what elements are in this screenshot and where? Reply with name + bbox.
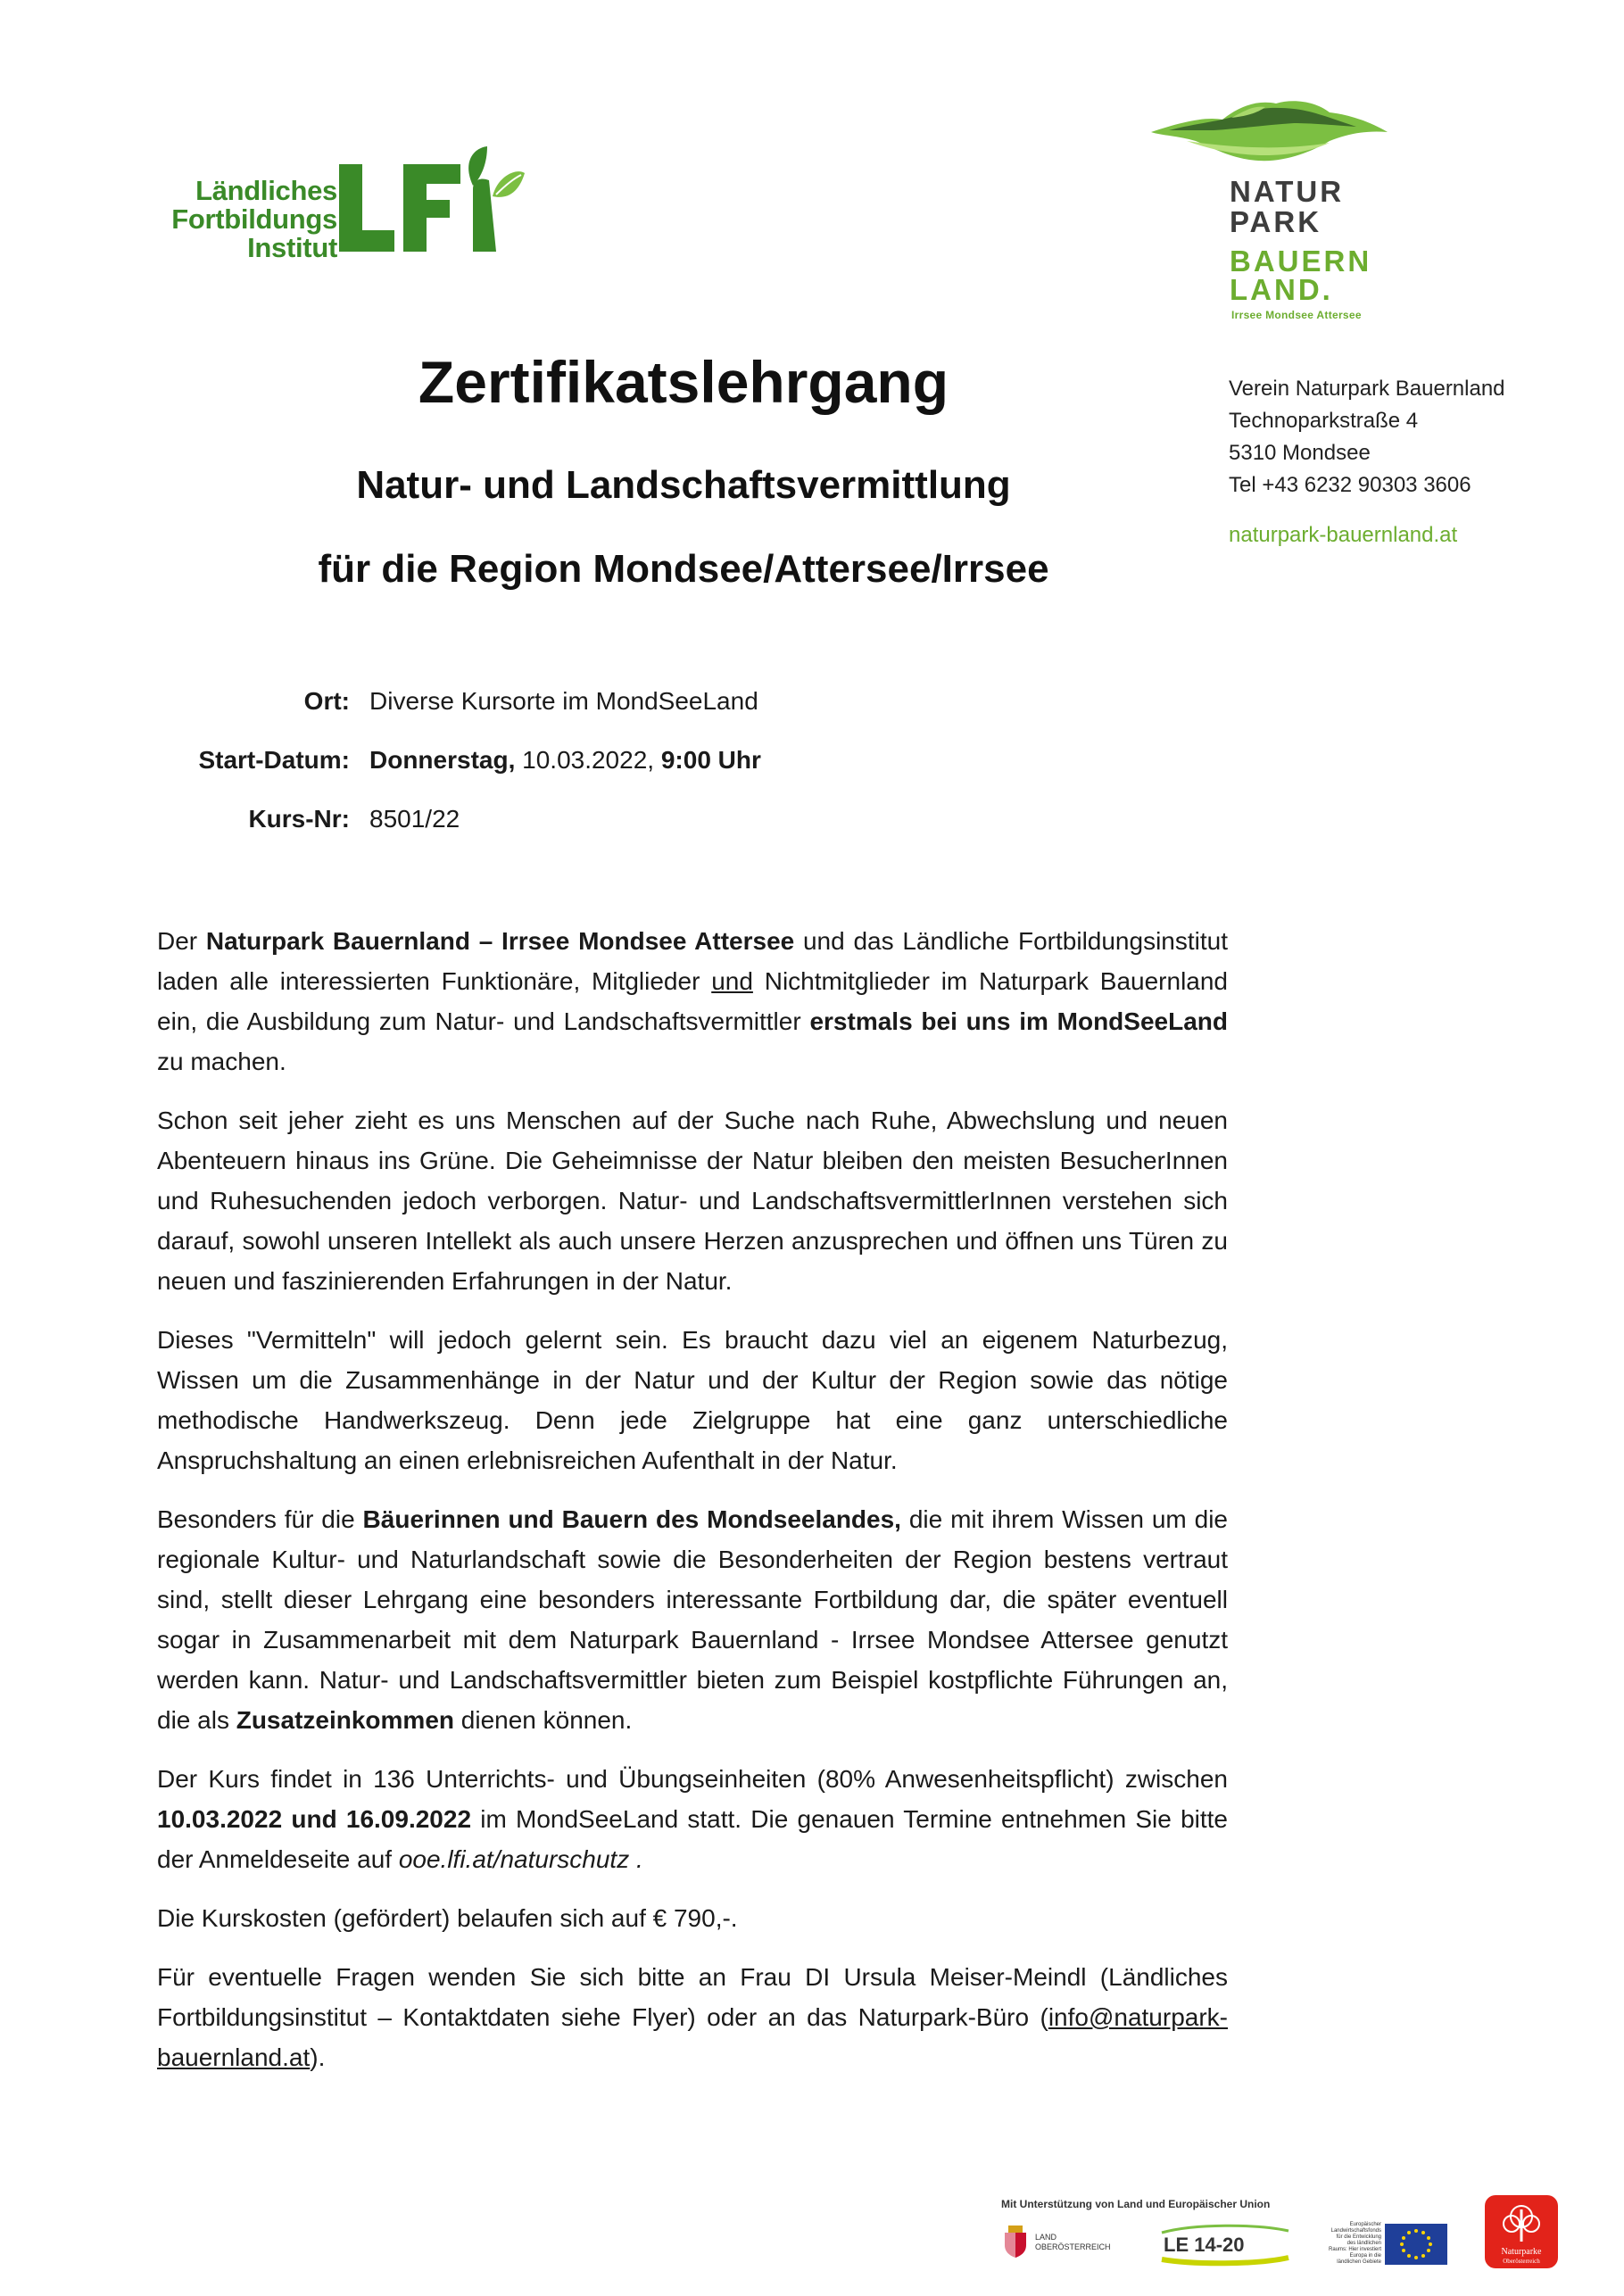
footer-ooe-line2: OBERÖSTERREICH (1035, 2242, 1111, 2251)
eu-fund-text: Europäischer Landwirtschaftsfonds für die Entwicklung des ländlichen Raums: Hier investiert Europa in die ländlichen Gebiete (1328, 2222, 1381, 2265)
text-underline: und (711, 967, 753, 995)
ort-label: Ort: (303, 687, 350, 715)
text-span: Der Kurs findet in 136 Unterrichts- und Übungseinheiten (80% Anwesenheitspflicht) zwischen (157, 1765, 1228, 1793)
page-subtitle-1: Natur- und Landschaftsvermittlung (356, 463, 1011, 507)
address-phone: Tel +43 6232 90303 3606 (1229, 473, 1471, 497)
naturpark-logo-natur: NATUR (1230, 175, 1345, 208)
le-logo-label: LE 14-20 (1164, 2234, 1245, 2256)
text-bold: Bäuerinnen und Bauern des Mondseelandes, (362, 1505, 901, 1533)
footer-caption: Mit Unterstützung von Land und Europäischer Union (1001, 2198, 1271, 2210)
text-bold: Zusatzeinkommen (236, 1706, 454, 1734)
text-span: und das Ländliche Fortbildungsinstitut laden alle interessierten Funktionäre, Mitglieder (157, 927, 1229, 995)
ort-value: Diverse Kursorte im MondSeeLand (369, 687, 758, 715)
start-date-label: Start-Datum: (198, 746, 350, 774)
text-bold: Naturpark Bauernland – Irrsee Mondsee Attersee (205, 927, 795, 955)
paragraph-mediation: Dieses "Vermitteln" will jedoch gelernt sein. Es braucht dazu viel an eigenem Naturbezug, Wissen um die Zusammenhänge in der Natur und der Kultur der Region sowie das nötige methodische Handwerkszeug. Denn jede Zielgruppe hat eine ganz unterschiedliche Anspruchshaltung an einen erlebnisreichen Aufenthalt in der Natur. (157, 1326, 1228, 1474)
start-date: 10.03.2022, (515, 746, 661, 774)
coat-of-arms-icon (1001, 2224, 1030, 2259)
paragraph-costs: Die Kurskosten (gefördert) belaufen sich auf € 790,-. (157, 1904, 738, 1932)
course-number-label: Kurs-Nr: (248, 805, 350, 833)
lfi-logo-text (159, 177, 337, 262)
text-bold: erstmals bei uns im MondSeeLand (809, 1007, 1228, 1035)
mountain-icon (1151, 96, 1392, 168)
paragraph-nature: Schon seit jeher zieht es uns Menschen auf der Suche nach Ruhe, Abwechslung und neuen Abenteuern hinaus ins Grüne. Die Geheimnisse der Natur bleiben den meisten BesucherInnen und Ruhesuchenden jedoch verborgen. Natur- und LandschaftsvermittlerInnen verstehen sich darauf, sowohl unseren Intellekt als auch unsere Herzen anzusprechen und öffnen uns Türen zu neuen und faszinierenden Erfahrungen in der Natur. (157, 1107, 1228, 1295)
lfi-leaf-icon (339, 145, 526, 261)
footer-ooe-line1: LAND (1035, 2233, 1057, 2242)
address-city: 5310 Mondsee (1229, 441, 1371, 465)
text-span: Für eventuelle Fragen wenden Sie sich bitte an Frau DI Ursula Meiser-Meindl (Ländliches Fortbildungsinstitut – Kontaktdaten siehe Flyer) oder an das Naturpark-Büro ( (157, 1963, 1228, 2031)
registration-link[interactable]: ooe.lfi.at/naturschutz . (398, 1845, 643, 1873)
email-link[interactable]: info@naturpark-bauernland.at (157, 2003, 1228, 2071)
text-span: zu machen. (157, 1048, 286, 1075)
text-span: ). (310, 2043, 326, 2071)
text-bold: 10.03.2022 und 16.09.2022 (157, 1805, 472, 1833)
address-website-link[interactable]: naturpark-bauernland.at (1229, 523, 1458, 547)
text-span: im MondSeeLand statt. Die genauen Termine entnehmen Sie bitte der Anmeldeseite auf (157, 1805, 1228, 1873)
start-date-value (369, 746, 761, 775)
text-span: Nichtmitglieder im Naturpark Bauernland ein, die Ausbildung zum Natur- und Landschaftsvermittler (157, 967, 1229, 1035)
page-subtitle-2: für die Region Mondsee/Attersee/Irrsee (318, 547, 1049, 591)
naturpark-logo-land: LAND. (1230, 273, 1333, 306)
footer-ooe-label (1035, 2233, 1111, 2252)
paragraph-invitation (157, 921, 1228, 1082)
paragraph-farmers (157, 1499, 1228, 1740)
start-time: 9:00 Uhr (660, 746, 761, 774)
lfi-logo-line2: Fortbildungs (171, 203, 337, 235)
naturparke-label: Naturparke (1501, 2247, 1542, 2257)
body-text (157, 921, 1228, 2096)
text-span: dienen können. (454, 1706, 633, 1734)
address-block (1229, 373, 1505, 501)
naturpark-logo-subline: Irrsee Mondsee Attersee (1231, 309, 1362, 321)
naturpark-logo-bauern: BAUERN (1230, 245, 1372, 278)
page-title: Zertifikatslehrgang (418, 349, 949, 415)
start-day: Donnerstag, (369, 746, 516, 774)
text-span: die mit ihrem Wissen um die regionale Kultur- und Naturlandschaft sowie die Besonderheiten der Region bestens vertraut sind, stellt dieser Lehrgang eine besonders interessante Fortbildung dar, die später eventuell sogar in Zusammenarbeit mit dem Naturpark Bauernland - Irrsee Mondsee Attersee genutzt werden kann. Natur- und Landschaftsvermittler bieten zum Beispiel kostpflichte Führungen an, die als (157, 1505, 1228, 1734)
naturparke-logo-icon (1485, 2195, 1558, 2268)
lfi-logo-line1: Ländliches (195, 175, 337, 206)
eu-flag-icon (1385, 2224, 1447, 2265)
naturparke-sublabel: Oberösterreich (1503, 2258, 1540, 2265)
course-number-value: 8501/22 (369, 805, 460, 833)
naturpark-logo-park: PARK (1230, 205, 1322, 238)
text-span: Besonders für die (157, 1505, 363, 1533)
paragraph-contact (157, 1957, 1228, 2077)
address-street: Technoparkstraße 4 (1229, 409, 1419, 433)
paragraph-schedule (157, 1759, 1228, 1879)
address-name: Verein Naturpark Bauernland (1229, 377, 1505, 401)
text-span: Der (157, 927, 206, 955)
lfi-logo-line3: Institut (247, 232, 337, 263)
